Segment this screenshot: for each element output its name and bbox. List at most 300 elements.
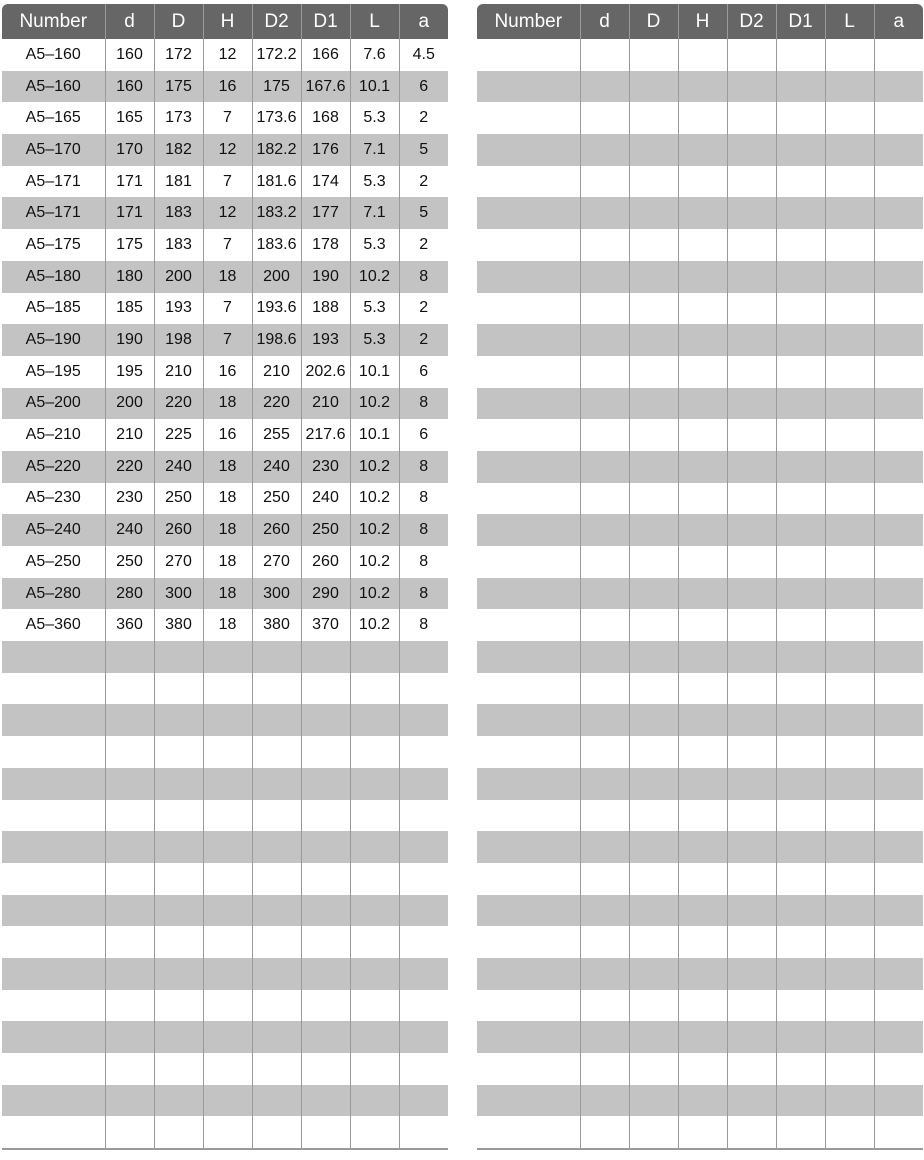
cell-L [825,990,874,1022]
cell-number [2,704,105,736]
cell-D2 [252,1085,301,1117]
table-row [2,356,448,388]
cell-L: 10.1 [350,71,399,103]
cell-L [825,102,874,134]
cell-a [874,831,923,863]
table-row [2,102,448,134]
cell-number [2,1085,105,1117]
cell-D: 183 [154,229,203,261]
cell-D [154,641,203,673]
cell-H: 18 [203,578,252,610]
table-row [477,71,923,103]
cell-L [825,71,874,103]
cell-D: 225 [154,419,203,451]
table-row [2,1053,448,1085]
cell-d [105,895,154,927]
cell-L [825,768,874,800]
cell-d [105,831,154,863]
cell-D1 [776,39,825,71]
cell-D1 [776,293,825,325]
cell-number [477,356,580,388]
cell-D1: 177 [301,197,350,229]
cell-D: 198 [154,324,203,356]
table-row [477,1021,923,1053]
cell-L: 5.3 [350,293,399,325]
cell-a [874,1085,923,1117]
cell-D2: 270 [252,546,301,578]
table-row [477,641,923,673]
cell-D [629,71,678,103]
cell-D: 181 [154,166,203,198]
cell-D1 [776,546,825,578]
cell-D [629,609,678,641]
cell-L [825,831,874,863]
cell-D1 [776,134,825,166]
cell-H [678,134,727,166]
cell-number [2,641,105,673]
cell-a: 8 [399,451,448,483]
cell-d [105,958,154,990]
cell-d [105,768,154,800]
cell-D [629,578,678,610]
cell-d [580,197,629,229]
cell-D2 [727,1021,776,1053]
cell-d [105,1085,154,1117]
cell-d [105,990,154,1022]
cell-number: A5–210 [25,426,81,444]
cell-L [825,293,874,325]
table-row [477,736,923,768]
header-L: L [825,4,874,39]
table-row [2,800,448,832]
cell-D2 [727,609,776,641]
cell-d: 195 [105,356,154,388]
cell-D2: 250 [252,483,301,515]
cell-L [825,958,874,990]
table-row [477,166,923,198]
cell-D1: 188 [301,293,350,325]
cell-H: 12 [203,134,252,166]
cell-D [629,1116,678,1149]
cell-D2: 255 [252,419,301,451]
cell-H [678,673,727,705]
table-row [477,1116,923,1149]
table-row [477,704,923,736]
cell-D2: 182.2 [252,134,301,166]
table-row [2,831,448,863]
cell-a [874,483,923,515]
cell-D1 [776,388,825,420]
cell-a [874,673,923,705]
cell-d: 185 [105,293,154,325]
cell-D1 [776,990,825,1022]
cell-L [350,831,399,863]
cell-a: 2 [399,229,448,261]
cell-number: A5–160 [25,45,81,63]
header-D: D [629,4,678,39]
cell-D [154,926,203,958]
cell-D [629,800,678,832]
table-row [2,134,448,166]
cell-number [477,578,580,610]
cell-a [874,102,923,134]
cell-a [399,958,448,990]
cell-D2 [727,71,776,103]
cell-H [203,673,252,705]
cell-H [678,71,727,103]
cell-d [580,451,629,483]
cell-H [678,261,727,293]
cell-number [477,197,580,229]
cell-a [399,800,448,832]
cell-number: A5–185 [25,299,81,317]
cell-H [678,1116,727,1149]
cell-D [629,546,678,578]
cell-d: 171 [105,166,154,198]
cell-a [874,166,923,198]
cell-d [580,958,629,990]
cell-D2 [727,1116,776,1149]
cell-D1 [776,1116,825,1149]
cell-d [580,1053,629,1085]
cell-D: 210 [154,356,203,388]
cell-D1: 250 [301,514,350,546]
cell-number [477,388,580,420]
cell-H [678,768,727,800]
cell-number [477,673,580,705]
cell-D [629,388,678,420]
cell-H: 18 [203,451,252,483]
cell-a: 4.5 [399,39,448,71]
cell-D [629,514,678,546]
table-row [2,261,448,293]
cell-number [477,261,580,293]
cell-d [105,704,154,736]
cell-L [825,800,874,832]
cell-L [825,166,874,198]
cell-L [350,958,399,990]
cell-L [825,609,874,641]
cell-D2 [727,800,776,832]
cell-number [477,514,580,546]
cell-number [2,1021,105,1053]
cell-d [580,990,629,1022]
cell-L [350,863,399,895]
cell-number [477,483,580,515]
cell-number [477,546,580,578]
cell-D2 [727,863,776,895]
table-row [2,197,448,229]
cell-D [629,293,678,325]
cell-L [350,800,399,832]
cell-number [477,419,580,451]
header-L: L [350,4,399,39]
cell-L [825,641,874,673]
cell-L [825,39,874,71]
cell-L [350,704,399,736]
cell-d: 165 [105,102,154,134]
cell-number [2,831,105,863]
cell-H: 7 [203,166,252,198]
cell-a [399,1053,448,1085]
cell-d: 200 [105,388,154,420]
cell-D1: 230 [301,451,350,483]
table-row [2,483,448,515]
cell-a [874,1021,923,1053]
cell-H: 12 [203,197,252,229]
cell-a [399,641,448,673]
cell-D1 [776,1085,825,1117]
cell-D2 [727,1085,776,1117]
cell-D1: 210 [301,388,350,420]
cell-H: 16 [203,419,252,451]
table-row [477,578,923,610]
cell-H [678,451,727,483]
cell-number [477,926,580,958]
cell-L [825,1053,874,1085]
table-row [477,229,923,261]
cell-L: 10.2 [350,578,399,610]
cell-D1: 176 [301,134,350,166]
cell-D1 [776,1021,825,1053]
cell-D2 [727,990,776,1022]
cell-D1 [776,102,825,134]
cell-D [154,800,203,832]
cell-H [678,800,727,832]
cell-D1 [301,673,350,705]
cell-D1: 202.6 [301,356,350,388]
cell-D2: 198.6 [252,324,301,356]
cell-D [629,704,678,736]
cell-L: 10.2 [350,451,399,483]
cell-D [629,863,678,895]
cell-D1 [776,578,825,610]
cell-D1: 174 [301,166,350,198]
cell-D2 [252,673,301,705]
table-row [2,39,448,71]
cell-D1 [301,990,350,1022]
cell-a [874,609,923,641]
table-row [2,1085,448,1117]
cell-L [825,673,874,705]
table-row [2,609,448,641]
cell-L: 7.1 [350,134,399,166]
cell-d [105,1053,154,1085]
cell-D2 [727,641,776,673]
cell-H: 12 [203,39,252,71]
cell-H [678,419,727,451]
header-D: D [154,4,203,39]
cell-D2 [727,134,776,166]
cell-D [154,1021,203,1053]
cell-D1 [776,609,825,641]
cell-D [154,768,203,800]
cell-D: 270 [154,546,203,578]
cell-H [203,1053,252,1085]
cell-d: 171 [105,197,154,229]
cell-a [874,895,923,927]
cell-D2 [252,704,301,736]
cell-H: 7 [203,229,252,261]
cell-number [477,990,580,1022]
cell-D1 [301,1085,350,1117]
cell-D [629,1053,678,1085]
cell-d [580,641,629,673]
header-number: Number [2,4,105,39]
cell-H [203,958,252,990]
cell-d [105,1021,154,1053]
cell-H: 16 [203,356,252,388]
cell-number [477,895,580,927]
cell-H [203,1085,252,1117]
cell-D: 200 [154,261,203,293]
cell-d [105,736,154,768]
cell-d [580,39,629,71]
table-row [2,419,448,451]
cell-a [874,1053,923,1085]
left-spec-table [2,4,448,1150]
table-row [477,134,923,166]
cell-a: 8 [399,609,448,641]
cell-H [203,926,252,958]
cell-d: 360 [105,609,154,641]
cell-D2 [252,768,301,800]
cell-d [580,895,629,927]
cell-D1 [776,451,825,483]
cell-L [825,261,874,293]
cell-D2 [727,768,776,800]
cell-D2 [252,800,301,832]
cell-H [678,863,727,895]
cell-number [477,134,580,166]
cell-number [477,704,580,736]
cell-L [350,1116,399,1149]
cell-number: A5–220 [2,451,105,483]
cell-a [874,704,923,736]
table-row [2,863,448,895]
cell-H [678,102,727,134]
cell-number [477,863,580,895]
cell-H [678,356,727,388]
cell-d: 240 [105,514,154,546]
cell-D1 [776,514,825,546]
cell-D [629,134,678,166]
cell-d [580,768,629,800]
table-row [2,1116,448,1149]
cell-H [678,1053,727,1085]
cell-a [874,388,923,420]
cell-D [629,736,678,768]
table-row [477,483,923,515]
cell-a [874,958,923,990]
cell-D [629,958,678,990]
cell-H [203,1021,252,1053]
cell-number [477,1085,580,1117]
cell-D2 [727,673,776,705]
cell-number: A5–240 [2,514,105,546]
cell-D [629,197,678,229]
table-row [477,197,923,229]
table-row [477,293,923,325]
cell-D1 [776,926,825,958]
cell-number: A5–160 [2,71,105,103]
cell-D2 [727,704,776,736]
cell-L [825,229,874,261]
cell-d [580,736,629,768]
cell-D2 [727,261,776,293]
cell-a [874,324,923,356]
cell-L: 10.2 [350,546,399,578]
cell-D1 [776,356,825,388]
cell-a [874,39,923,71]
table-row [477,546,923,578]
cell-D1: 260 [301,546,350,578]
cell-a [874,451,923,483]
cell-D2 [727,102,776,134]
cell-D2 [727,166,776,198]
cell-D2 [252,863,301,895]
cell-L [825,134,874,166]
cell-L: 5.3 [350,166,399,198]
table-row [477,1085,923,1117]
cell-D2: 193.6 [252,293,301,325]
table-row [477,609,923,641]
cell-d [580,419,629,451]
table-row [477,261,923,293]
cell-D [154,863,203,895]
cell-D: 182 [154,134,203,166]
cell-D2: 172.2 [252,39,301,71]
table-row [2,546,448,578]
cell-H [678,514,727,546]
cell-D [629,261,678,293]
cell-H [678,546,727,578]
cell-D1 [301,1116,350,1149]
cell-L: 10.2 [350,609,399,641]
cell-d [105,926,154,958]
cell-D [154,1085,203,1117]
cell-L [350,736,399,768]
table-row [2,704,448,736]
cell-a [399,1085,448,1117]
cell-L [825,451,874,483]
table-row [477,388,923,420]
cell-D2 [727,926,776,958]
cell-a [874,863,923,895]
cell-D: 220 [154,388,203,420]
cell-L: 5.3 [350,102,399,134]
cell-d [580,673,629,705]
cell-number: A5–165 [25,109,81,127]
cell-L: 10.2 [350,514,399,546]
cell-a [874,419,923,451]
table-row [2,990,448,1022]
cell-D1 [776,1053,825,1085]
table-row [2,673,448,705]
cell-H [678,39,727,71]
cell-D1 [301,768,350,800]
cell-D1 [776,261,825,293]
cell-D2 [727,1053,776,1085]
cell-H [678,197,727,229]
cell-D1 [776,229,825,261]
cell-number [2,926,105,958]
cell-a: 8 [399,546,448,578]
cell-D2 [252,736,301,768]
cell-H: 7 [203,293,252,325]
cell-a: 5 [399,134,448,166]
cell-d [580,229,629,261]
